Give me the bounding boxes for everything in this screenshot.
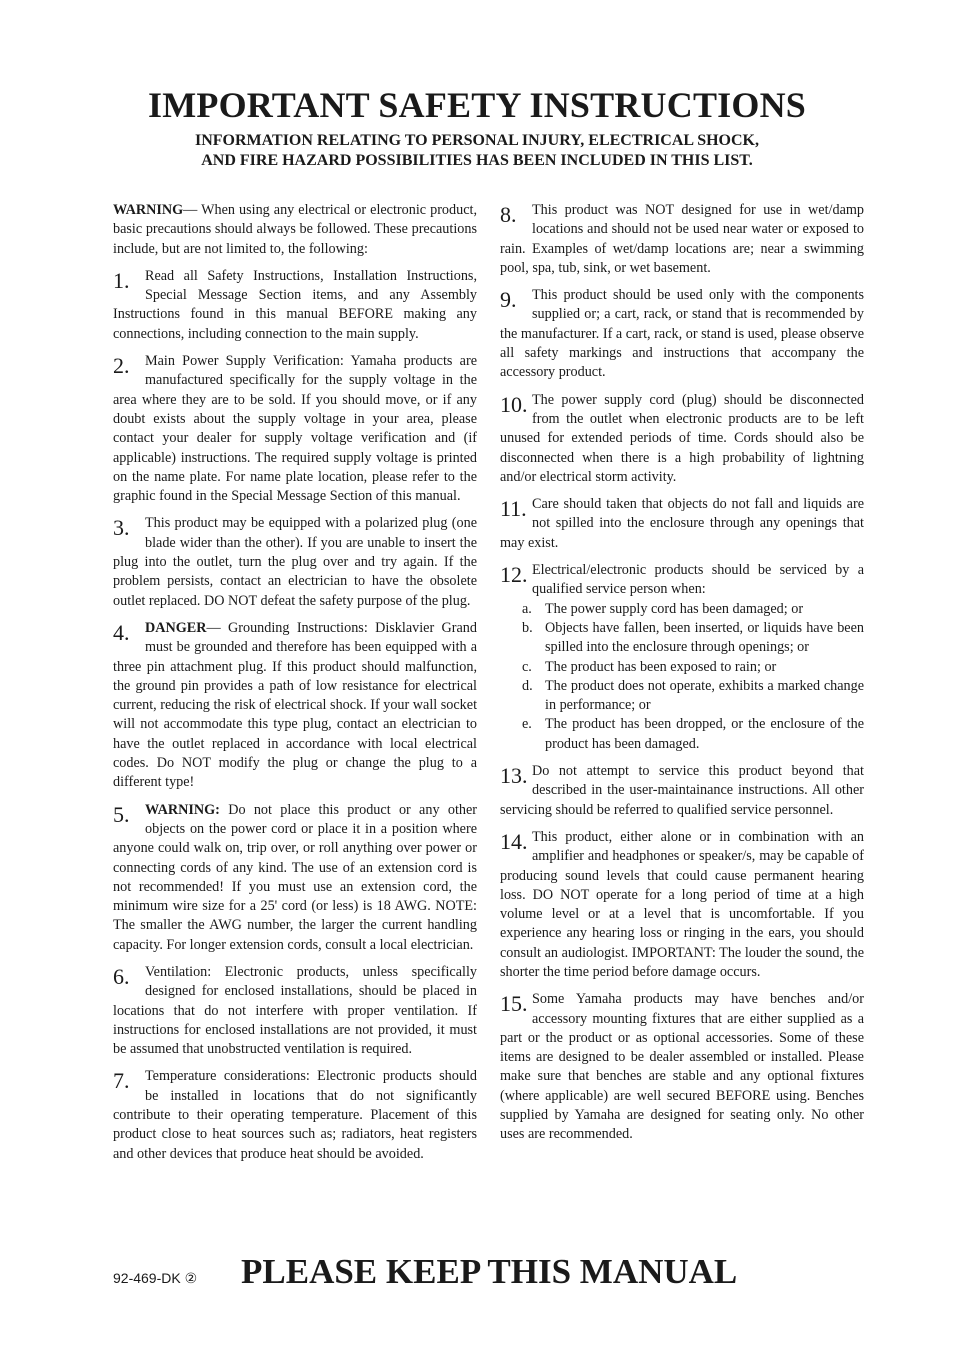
item-number: 7. <box>113 1068 130 1094</box>
item-number: 4. <box>113 619 130 645</box>
left-column <box>113 201 477 1172</box>
safety-item <box>500 391 864 487</box>
item-text <box>500 495 864 553</box>
sub-text: The product has been dropped, or the enclosure of the product has been damaged. <box>545 716 864 752</box>
safety-item <box>113 514 477 610</box>
item-number: 3. <box>113 515 130 541</box>
item-number: 9. <box>500 287 517 313</box>
item-body: Temperature considerations: Electronic products should be installed in locations that do not significantly contribute to their operating temperature. Placement of this product close to heat sources such as; radiators, heat registers and other devices that produce heat should be avoided. <box>113 1068 477 1162</box>
safety-item <box>113 267 477 344</box>
item-label: WARNING: <box>145 801 220 818</box>
safety-item <box>500 201 864 278</box>
page-subtitle <box>0 131 954 171</box>
item-text <box>113 352 477 506</box>
sub-text: The product has been exposed to rain; or <box>545 658 777 675</box>
safety-item <box>113 801 477 955</box>
sub-list-item <box>500 715 864 754</box>
item-text <box>500 762 864 820</box>
sub-text: Objects have fallen, been inserted, or liquids have been spilled into the enclosure through openings; or <box>545 619 864 656</box>
item-number: 15. <box>500 991 528 1017</box>
item-body: This product may be equipped with a polarized plug (one blade wider than the other). If you are unable to insert the plug into the outlet, turn the plug over and try again. If the problem persists, contact an electrician to have the obsolete outlet replaced. DO NOT defeat the safety purpose of the plug. <box>113 515 477 609</box>
sub-letter: c. <box>522 658 532 675</box>
item-body: Ventilation: Electronic products, unless specifically designed for enclosed installations, should be placed in locations that do not interfere with proper ventilation. If instructions for enclosed installations are not provided, it must be assumed that unobstructed ventilation is required. <box>113 963 477 1058</box>
sub-letter: e. <box>522 716 532 733</box>
item-body: This product, either alone or in combination with an amplifier and headphones or speaker/s, may be capable of producing sound levels that could cause permanent hearing loss. DO NOT operate for a long period of time at a high volume level or at a level that is uncomfortable. If you experience any hearing loss or ringing in the ears, you should consult an audiologist. IMPORTANT: The louder the sound, the shorter the time period before damage occurs. <box>500 828 864 980</box>
sub-letter: b. <box>522 619 533 636</box>
intro-text: — When using any electrical or electronic product, basic precautions should always be followed. These precautions include, but are not limited to, the following: <box>113 202 477 257</box>
sub-list-item <box>500 677 864 716</box>
sub-text: The product does not operate, exhibits a marked change in performance; or <box>545 677 864 714</box>
item-text <box>113 963 477 1059</box>
safety-item <box>113 619 477 793</box>
item-text <box>113 801 477 955</box>
item-body: Care should taken that objects do not fall and liquids are not spilled into the enclosure through any openings that may exist. <box>500 496 864 551</box>
item-body: This product should be used only with the components supplied or; a cart, rack, or stand that is recommended by the manufacturer. If a cart, rack, or stand is used, please observe all safety markings and instructions that accompany the accessory product. <box>500 287 864 381</box>
item-text <box>500 828 864 982</box>
item-text <box>113 619 477 793</box>
item-text <box>113 514 477 610</box>
safety-item <box>500 762 864 820</box>
item-number: 5. <box>113 801 130 827</box>
item-text <box>500 391 864 487</box>
subtitle-line-2: AND FIRE HAZARD POSSIBILITIES HAS BEEN INCLUDED IN THIS LIST. <box>201 152 753 169</box>
item-number: 6. <box>113 963 130 989</box>
item-text <box>500 561 864 600</box>
item-number: 12. <box>500 562 528 588</box>
safety-item <box>500 828 864 982</box>
safety-item <box>500 495 864 553</box>
page-title: IMPORTANT SAFETY INSTRUCTIONS <box>148 85 806 125</box>
item-text <box>500 990 864 1144</box>
sub-text: The power supply cord has been damaged; or <box>545 600 804 617</box>
item-number: 11. <box>500 496 527 522</box>
item-number: 13. <box>500 763 528 789</box>
footer-title: PLEASE KEEP THIS MANUAL <box>241 1252 738 1291</box>
document-code: 92-469-DK ② <box>113 1270 198 1286</box>
item-number: 2. <box>113 353 130 379</box>
safety-item <box>113 352 477 506</box>
item-body: This product was NOT designed for use in wet/damp locations and should not be used near water or exposed to rain. Examples of wet/damp locations are; near a swimming pool, spa, tub, sink, or wet basement. <box>500 202 864 276</box>
sub-list-item <box>500 600 864 619</box>
sub-list-item <box>500 619 864 658</box>
safety-item <box>500 561 864 754</box>
item-text <box>113 267 477 344</box>
safety-item <box>113 963 477 1059</box>
subtitle-line-1: INFORMATION RELATING TO PERSONAL INJURY, ELECTRICAL SHOCK, <box>195 132 759 149</box>
item-number: 1. <box>113 267 130 293</box>
item-text <box>500 286 864 382</box>
item-number: 10. <box>500 391 528 417</box>
item-text <box>500 201 864 278</box>
right-column <box>500 201 864 1153</box>
sub-letter: d. <box>522 677 533 694</box>
item-body: Do not place this product or any other objects on the power cord or place it in a position where anyone could walk on, trip over, or roll anything over power or connecting cords of any kind. The use of an extension cord is not recommended! If you must use an extension cord, the minimum wire size for a 25' cord (or less) is 18 AWG. NOTE: The smaller the AWG number, the larger the current handling capacity. For longer extension cords, consult a local electrician. <box>113 801 477 953</box>
item-number: 8. <box>500 202 517 227</box>
item-number: 14. <box>500 828 528 854</box>
intro-label: WARNING <box>113 202 184 218</box>
item-body: The power supply cord (plug) should be disconnected from the outlet when electronic products are to be left unused for extended periods of time. Cords should also be disconnected when there is a high probability of lightning and/or electrical storm activity. <box>500 391 864 485</box>
intro-warning <box>113 201 477 259</box>
item-label: DANGER <box>145 619 207 636</box>
item-body: Main Power Supply Verification: Yamaha products are manufactured specifically for the supply voltage in the area where they are to be sold. If you should move, or if any doubt exists about the supply voltage in your area, please contact your dealer for supply voltage verification and (if applicable) instructions. The required supply voltage is printed on the name plate. For name plate location, please refer to the graphic found in the Special Message Section of this manual. <box>113 353 477 505</box>
safety-item <box>500 990 864 1144</box>
item-body: — Grounding Instructions: Disklavier Grand must be grounded and therefore has been equipped with a three pin attachment plug. If this product should malfunction, the ground pin provides a path of low resistance for electrical current, reducing the risk of electrical shock. If your wall socket will not accommodate this type plug, contact an electrician to have the outlet replaced in accordance with local electrical codes. Do NOT modify the plug or change the plug to a different type! <box>113 619 478 791</box>
sub-list <box>500 600 864 754</box>
item-body: Electrical/electronic products should be serviced by a qualified service person when: <box>532 562 864 598</box>
safety-item <box>500 286 864 382</box>
safety-item <box>113 1067 477 1163</box>
item-body: Some Yamaha products may have benches and/or accessory mounting fixtures that are either supplied as a part or the product or as optional accessories. Some of these items are designed to be dealer assembled or installed. Please make sure that benches are stable and any optional fixtures (where applicable) are well secured BEFORE using. Benches supplied by Yamaha are designed for seating only. No other uses are recommended. <box>500 991 864 1143</box>
sub-list-item <box>500 658 864 677</box>
item-body: Read all Safety Instructions, Installation Instructions, Special Message Section items, and any Assembly Instructions found in this manual BEFORE making any connections, including connection to the main supply. <box>113 267 477 342</box>
item-text <box>113 1067 477 1163</box>
item-body: Do not attempt to service this product beyond that described in the user-maintainance instructions. All other servicing should be referred to qualified service personnel. <box>500 763 864 818</box>
sub-letter: a. <box>522 600 532 617</box>
